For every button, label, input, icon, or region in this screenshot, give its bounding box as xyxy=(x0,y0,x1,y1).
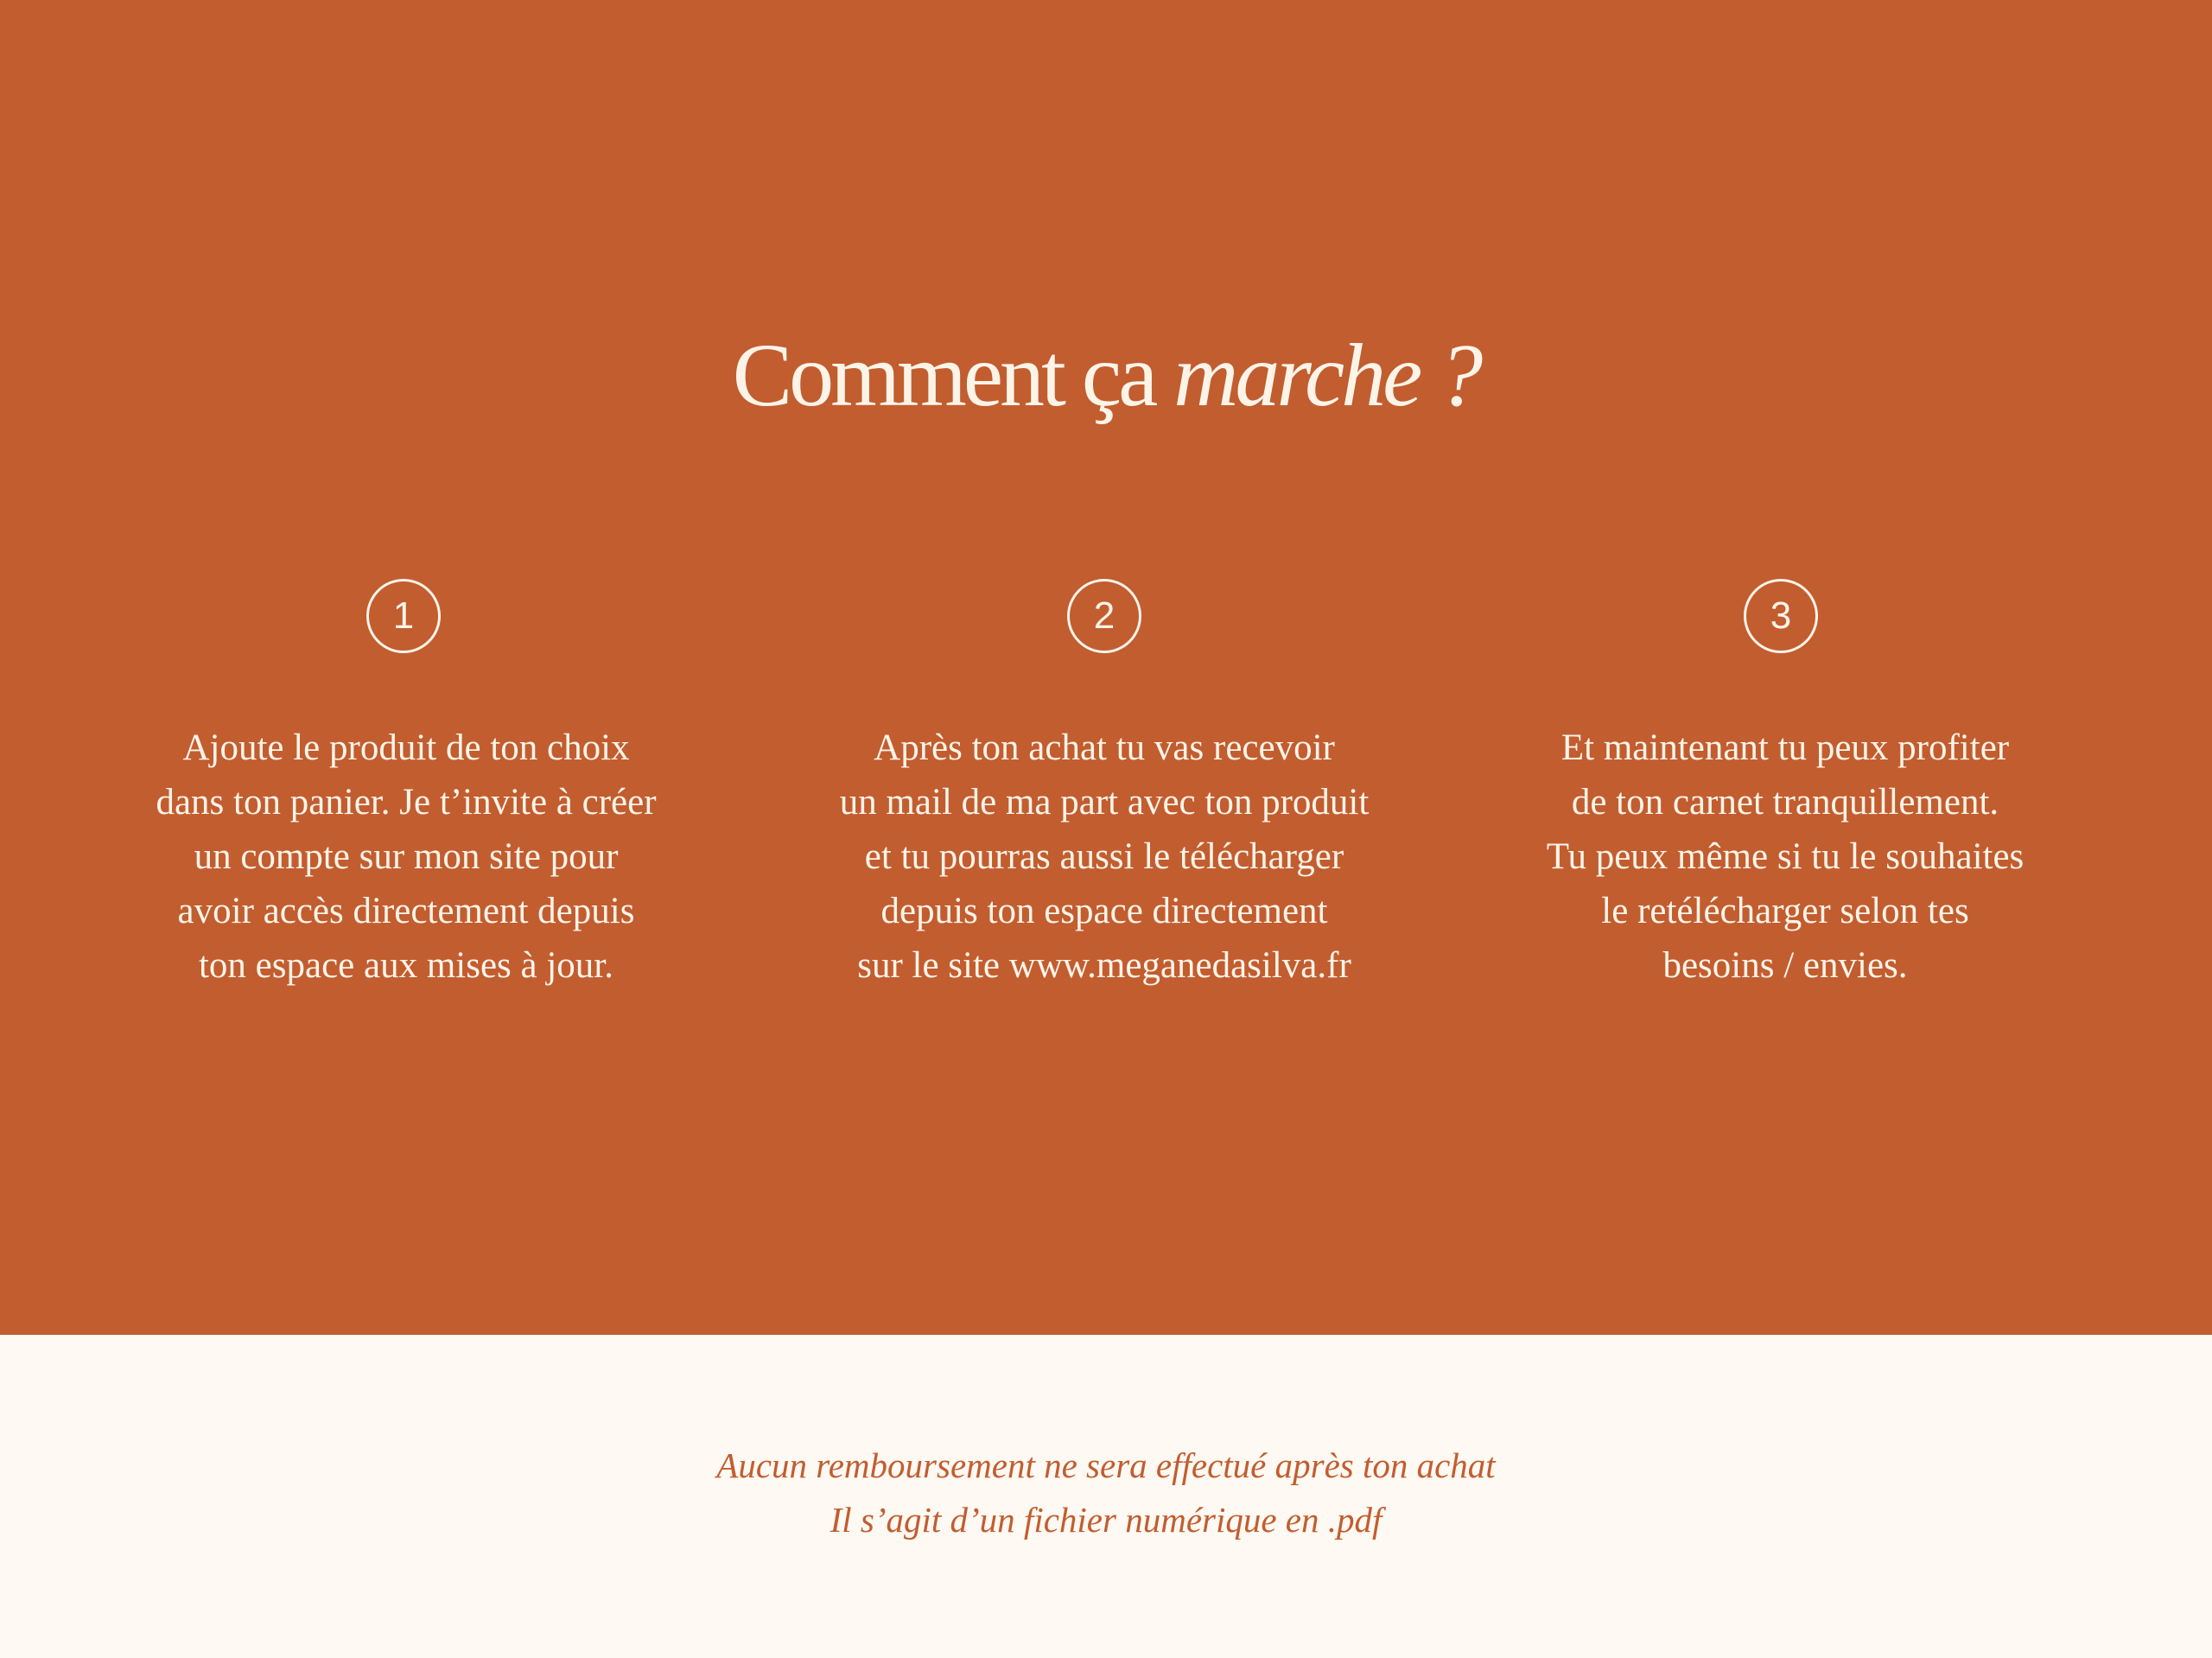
step-description xyxy=(1474,721,2096,993)
step-number-badge: 3 xyxy=(1744,579,1818,653)
step-description-line: avoir accès directement depuis xyxy=(177,891,635,931)
step-description-line: de ton carnet tranquillement. xyxy=(1571,782,1999,823)
step-description-line: ton espace aux mises à jour. xyxy=(198,945,614,986)
refund-notice-line: Aucun remboursement ne sera effectué après ton achat xyxy=(716,1445,1496,1485)
step-description-line: le retélécharger selon tes xyxy=(1601,891,1969,931)
step-number-badge: 1 xyxy=(366,579,441,653)
step-description xyxy=(793,721,1415,993)
refund-notice xyxy=(0,1439,2212,1547)
pdf-file-notice-line: Il s’agit d’un fichier numérique en .pdf xyxy=(830,1500,1382,1540)
step-description-line: sur le site www.meganedasilva.fr xyxy=(857,945,1351,986)
step-description-line: dans ton panier. Je t’invite à créer xyxy=(156,782,657,823)
step-number-badge: 2 xyxy=(1067,579,1141,653)
step-description-line: Tu peux même si tu le souhaites xyxy=(1546,836,2024,877)
step-description xyxy=(95,721,717,993)
step-description-line: depuis ton espace directement xyxy=(880,891,1328,931)
step-description-line: Après ton achat tu vas recevoir xyxy=(874,727,1335,768)
step-description-line: et tu pourras aussi le télécharger xyxy=(864,836,1344,877)
step-description-line: un mail de ma part avec ton produit xyxy=(839,782,1370,823)
step-description-line: besoins / envies. xyxy=(1662,945,1908,986)
step-description-line: Et maintenant tu peux profiter xyxy=(1560,727,2010,768)
step-description-line: un compte sur mon site pour xyxy=(194,836,619,877)
title-regular-part: Comment ça xyxy=(732,326,1155,425)
step-description-line: Ajoute le produit de ton choix xyxy=(182,727,630,768)
title-italic-part: marche ? xyxy=(1173,326,1480,425)
